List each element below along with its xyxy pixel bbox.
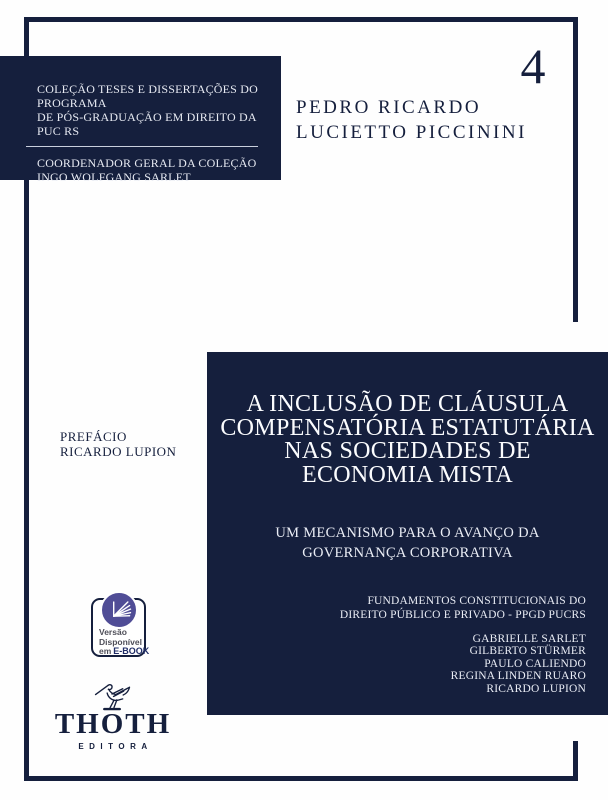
publisher-name: THOTH	[54, 708, 172, 740]
divider-line	[26, 146, 258, 147]
publisher-type-label: EDITORA	[78, 742, 153, 751]
contributor-name: PAULO CALIENDO	[484, 657, 586, 670]
ebook-text-line3	[99, 647, 149, 657]
coordinator-label: COORDENADOR GERAL DA COLEÇÃO	[37, 156, 257, 170]
frame-border-right-upper	[573, 17, 578, 322]
author-name-line1: PEDRO RICARDO	[296, 97, 482, 118]
preface-label: PREFÁCIO	[60, 429, 127, 444]
book-title	[207, 393, 608, 487]
contributor-name: REGINA LINDEN RUARO	[450, 670, 586, 683]
ebook-text-line1: Versão	[99, 627, 127, 637]
author-name-line2: LUCIETTO PICCININI	[296, 122, 527, 143]
frame-border-right-lower	[573, 741, 578, 781]
research-program-line: DIREITO PÚBLICO E PRIVADO - PPGD PUCRS	[339, 608, 586, 621]
contributor-name: GABRIELLE SARLET	[472, 633, 586, 645]
frame-border-top	[24, 17, 578, 22]
ebook-text-emphasis: E-BOOK	[113, 646, 150, 657]
collection-series-box	[0, 56, 281, 184]
publisher-logo	[40, 676, 186, 751]
title-box	[207, 352, 608, 715]
book-title-line: A INCLUSÃO DE CLÁUSULA	[246, 391, 569, 417]
ebook-text-prefix: em	[99, 646, 112, 657]
author-name	[296, 95, 527, 145]
ebook-badge-circle	[100, 591, 138, 629]
book-subtitle-line: UM MECANISMO PARA O AVANÇO DA	[275, 525, 540, 541]
coordinator-name: INGO WOLFGANG SARLET	[37, 170, 191, 184]
book-subtitle	[207, 524, 608, 563]
series-title-line2: DE PÓS-GRADUAÇÃO EM DIREITO DA PUC RS	[37, 110, 257, 138]
research-program	[340, 595, 586, 622]
book-subtitle-line: GOVERNANÇA CORPORATIVA	[302, 544, 513, 561]
ebook-badge-text	[99, 628, 149, 657]
preface-author: RICARDO LUPION	[60, 444, 177, 459]
book-title-line: ECONOMIA MISTA	[302, 461, 513, 488]
contributor-name: RICARDO LUPION	[486, 682, 586, 695]
volume-number: 4	[520, 38, 546, 94]
contributor-name: GILBERTO STÜRMER	[469, 645, 586, 658]
book-title-line: COMPENSATÓRIA ESTATUTÁRIA	[220, 414, 595, 441]
book-title-line: NAS SOCIEDADES DE	[284, 438, 531, 464]
series-title-line1: COLEÇÃO TESES E DISSERTAÇÕES DO PROGRAMA	[37, 82, 258, 110]
frame-border-bottom	[24, 776, 578, 781]
contributors-list	[451, 633, 586, 695]
research-program-line: FUNDAMENTOS CONSTITUCIONAIS DO	[367, 595, 586, 607]
ebook-badge	[91, 598, 150, 657]
ebook-text-line2: Disponível	[99, 636, 142, 647]
open-book-icon	[104, 595, 134, 625]
preface	[60, 429, 176, 459]
